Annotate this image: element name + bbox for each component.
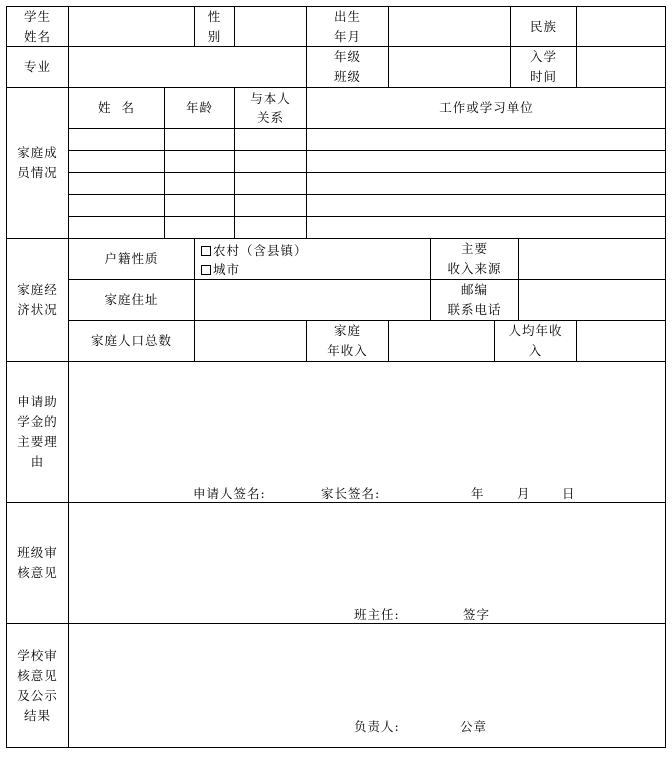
enroll-date-field[interactable] [576,46,666,87]
member-age-cell[interactable] [164,216,234,238]
income-source-label: 主要 收入来源 [430,238,518,279]
ethnicity-label: 民族 [510,6,576,46]
member-name-header: 姓 名 [68,87,164,128]
parent-signature-label: 家长签名: [321,486,381,501]
member-relation-cell[interactable] [234,216,306,238]
member-workplace-cell[interactable] [306,216,666,238]
gender-label: 性 别 [194,6,234,46]
head-teacher-label: 班主任: [354,607,400,622]
member-name-cell[interactable] [68,194,164,216]
rural-option[interactable]: 农村（含县镇） [201,241,308,260]
family-economy-label: 家庭经 济状况 [6,238,68,361]
birth-label: 出生 年月 [306,6,388,46]
member-name-cell[interactable] [68,128,164,150]
postcode-phone-field[interactable] [518,279,666,320]
class-review-field[interactable] [68,502,666,623]
hukou-options [194,238,430,279]
school-review-label: 学校审 核意见 及公示 结果 [6,623,68,748]
major-field[interactable] [68,46,306,87]
member-relation-cell[interactable] [234,194,306,216]
household-population-field[interactable] [194,320,306,361]
member-workplace-cell[interactable] [306,172,666,194]
member-workplace-header: 工作或学习单位 [306,87,666,128]
member-relation-header: 与本人 关系 [234,87,306,128]
member-workplace-cell[interactable] [306,150,666,172]
urban-checkbox[interactable] [201,265,211,275]
rural-checkbox[interactable] [201,246,211,256]
class-review-label: 班级审 核意见 [6,502,68,623]
application-reason-field[interactable] [68,361,666,502]
member-relation-cell[interactable] [234,128,306,150]
member-age-cell[interactable] [164,172,234,194]
member-workplace-cell[interactable] [306,194,666,216]
household-population-label: 家庭人口总数 [68,320,194,361]
signature-label: 签字 [463,607,491,622]
student-name-field[interactable] [68,6,194,46]
member-relation-cell[interactable] [234,150,306,172]
gender-field[interactable] [234,6,306,46]
member-age-cell[interactable] [164,128,234,150]
member-age-cell[interactable] [164,150,234,172]
responsible-person-label: 负责人: [354,719,400,734]
major-label: 专业 [6,46,68,87]
per-capita-income-field[interactable] [576,320,666,361]
grade-class-field[interactable] [388,46,510,87]
application-reason-label: 申请助 学金的 主要理 由 [6,361,68,502]
hukou-type-label: 户籍性质 [68,238,194,279]
family-members-label: 家庭成 员情况 [6,87,68,238]
student-name-label: 学生 姓名 [6,6,68,46]
member-relation-cell[interactable] [234,172,306,194]
member-name-cell[interactable] [68,172,164,194]
member-workplace-cell[interactable] [306,128,666,150]
income-source-field[interactable] [518,238,666,279]
member-name-cell[interactable] [68,216,164,238]
urban-option[interactable]: 城市 [201,260,308,279]
date-year-label: 年 [471,486,485,501]
annual-income-label: 家庭 年收入 [306,320,388,361]
ethnicity-field[interactable] [576,6,666,46]
annual-income-field[interactable] [388,320,494,361]
per-capita-income-label: 人均年收 入 [494,320,576,361]
applicant-signature-label: 申请人签名: [193,486,266,501]
date-month-label: 月 [517,486,531,501]
birth-field[interactable] [388,6,510,46]
home-address-label: 家庭住址 [68,279,194,320]
enroll-date-label: 入学 时间 [510,46,576,87]
home-address-field[interactable] [194,279,430,320]
member-name-cell[interactable] [68,150,164,172]
grade-class-label: 年级 班级 [306,46,388,87]
postcode-phone-label: 邮编 联系电话 [430,279,518,320]
member-age-cell[interactable] [164,194,234,216]
school-review-field[interactable] [68,623,666,748]
date-day-label: 日 [562,486,576,501]
official-seal-label: 公章 [460,719,488,734]
member-age-header: 年龄 [164,87,234,128]
